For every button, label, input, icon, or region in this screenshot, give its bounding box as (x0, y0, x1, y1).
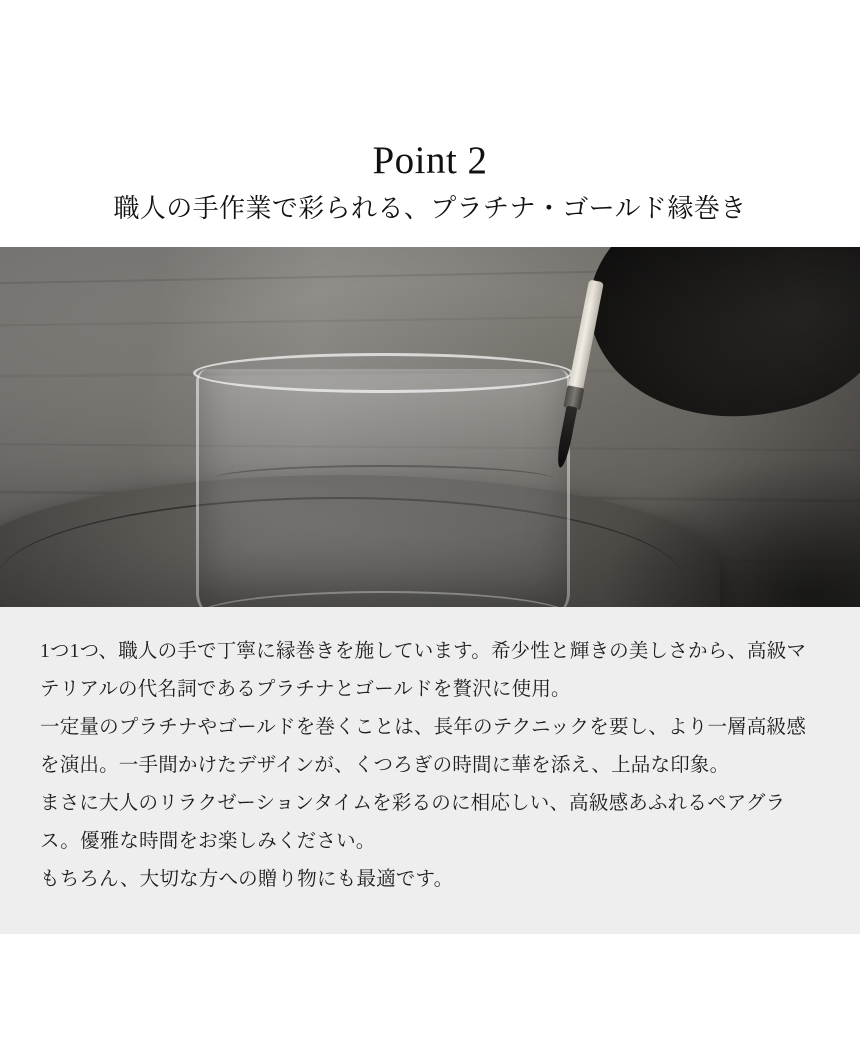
description-panel (0, 607, 860, 933)
description-paragraph: まさに大人のリラクゼーションタイムを彩るのに相応しい、高級感あふれるペアグラス。優雅な時間をお楽しみください。 (40, 793, 786, 853)
description-paragraph: 1つ1つ、職人の手で丁寧に縁巻きを施しています。希少性と輝きの美しさから、高級マテリアルの代名詞であるプラチナとゴールドを贅沢に使用。 (40, 641, 807, 701)
product-photo (0, 247, 860, 607)
page-subtitle: 職人の手作業で彩られる、プラチナ・ゴールド縁巻き (113, 193, 747, 223)
page-title: Point 2 (372, 139, 488, 182)
bottom-spacer (0, 934, 860, 1054)
glass-inner-line (213, 465, 553, 493)
description-paragraph: もちろん、大切な方への贈り物にも最適です。 (40, 869, 454, 891)
glass-base (195, 591, 571, 607)
description-paragraph: 一定量のプラチナやゴールドを巻くことは、長年のテクニックを要し、より一層高級感を演出。一手間かけたデザインが、くつろぎの時間に華を添え、上品な印象。 (40, 717, 806, 777)
glass-tumbler-icon (196, 369, 570, 607)
glass-rim (193, 353, 573, 393)
photo-shadow (600, 457, 860, 607)
heading-block (0, 0, 860, 225)
